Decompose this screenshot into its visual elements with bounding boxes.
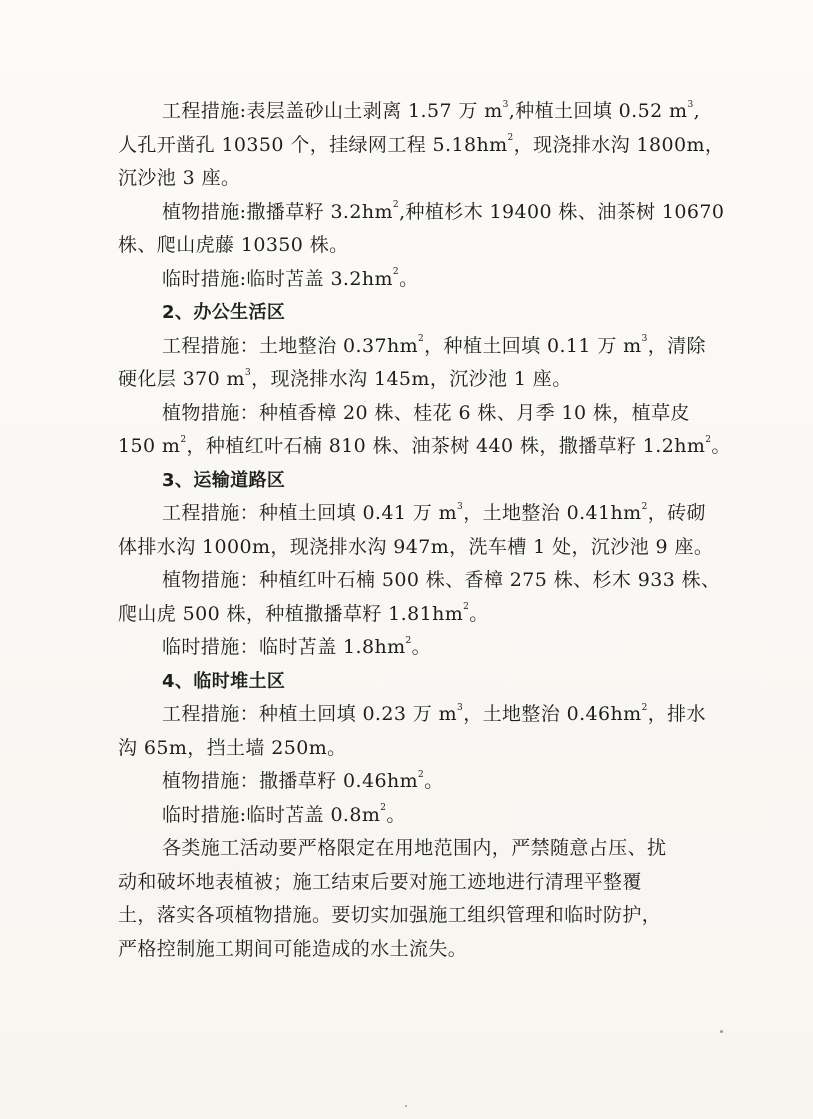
text-line xyxy=(118,263,738,297)
section-heading xyxy=(118,296,738,330)
superscript: 2 xyxy=(705,434,712,445)
text-run: ，种植红叶石楠 810 株、油茶树 440 株，撒播草籽 1.2hm xyxy=(186,435,706,457)
text-run: 4、临时堆土区 xyxy=(162,670,286,692)
text-run: ，清除 xyxy=(647,334,706,357)
text-run: 。 xyxy=(399,267,419,290)
superscript: 3 xyxy=(502,99,509,110)
text-run: 。 xyxy=(411,636,432,658)
text-run: 。 xyxy=(469,602,489,625)
text-run: 各类施工活动要严格限定在用地范围内，严禁随意占压、扰 xyxy=(162,837,667,859)
text-line xyxy=(118,363,738,397)
text-run: 植物措施：种植红叶石楠 500 株、香樟 275 株、杉木 933 株、 xyxy=(162,569,721,591)
superscript: 2 xyxy=(418,769,425,780)
superscript: 2 xyxy=(392,267,400,278)
text-line xyxy=(118,564,738,598)
text-run: 临时措施:临时苫盖 3.2hm xyxy=(162,267,393,290)
text-run: 硬化层 370 m xyxy=(118,368,245,390)
superscript: 2 xyxy=(463,602,470,613)
superscript: 3 xyxy=(457,702,464,713)
text-run: 临时措施:临时苫盖 0.8m xyxy=(162,803,381,826)
text-line xyxy=(118,799,738,833)
text-line xyxy=(118,598,738,632)
text-run: ，种植土回填 0.11 万 m xyxy=(424,334,642,357)
text-run: 3、运输道路区 xyxy=(162,469,286,491)
text-line xyxy=(118,196,738,230)
text-run: 动和破坏地表植被；施工结束后要对施工迹地进行清理平整覆 xyxy=(118,870,642,893)
text-line xyxy=(118,866,738,900)
superscript: 2 xyxy=(180,434,187,445)
text-line xyxy=(118,531,738,565)
text-line xyxy=(118,397,738,431)
scan-speck xyxy=(405,1105,407,1107)
superscript: 2 xyxy=(405,635,412,646)
text-run: 株、爬山虎藤 10350 株。 xyxy=(118,234,349,256)
text-line xyxy=(118,162,738,196)
text-run: 2、办公生活区 xyxy=(162,302,286,323)
text-line xyxy=(118,899,738,933)
superscript: 3 xyxy=(687,99,694,110)
superscript: 2 xyxy=(380,803,387,814)
text-line xyxy=(118,430,738,464)
text-run: 人孔开凿孔 10350 个，挂绿网工程 5.18hm xyxy=(118,133,508,156)
text-line xyxy=(118,732,738,766)
text-run: 150 m xyxy=(118,435,181,457)
section-heading xyxy=(118,464,738,498)
text-run: 。 xyxy=(424,770,444,792)
superscript: 2 xyxy=(641,702,648,713)
text-run: 工程措施：种植土回填 0.41 万 m xyxy=(162,502,458,524)
text-run: 爬山虎 500 株，种植撒播草籽 1.81hm xyxy=(118,602,464,625)
text-run: 工程措施：土地整治 0.37hm xyxy=(162,334,418,357)
text-run: 工程措施:表层盖砂山土剥离 1.57 万 m xyxy=(162,100,503,122)
superscript: 3 xyxy=(641,334,648,345)
scan-speck xyxy=(720,1030,723,1033)
text-line xyxy=(118,933,738,967)
text-run: ，现浇排水沟 145m，沉沙池 1 座。 xyxy=(251,368,572,390)
text-run: ，砖砌 xyxy=(647,502,706,524)
text-run: 严格控制施工期间可能造成的水土流失。 xyxy=(118,937,468,960)
text-line xyxy=(118,698,738,732)
text-line xyxy=(118,95,738,129)
text-run: ,种植杉木 19400 株、油茶树 10670 xyxy=(399,200,725,223)
text-line xyxy=(118,832,738,866)
text-run: , xyxy=(693,100,701,122)
text-run: ,种植土回填 0.52 m xyxy=(508,100,688,122)
text-run: 临时措施：临时苫盖 1.8hm xyxy=(162,636,406,658)
text-run: 。 xyxy=(386,803,406,826)
text-run: 植物措施：撒播草籽 0.46hm xyxy=(162,770,418,792)
text-run: 植物措施：种植香樟 20 株、桂花 6 株、月季 10 株，植草皮 xyxy=(162,401,690,424)
text-run: 沉沙池 3 座。 xyxy=(118,167,241,189)
text-line xyxy=(118,129,738,163)
superscript: 2 xyxy=(392,200,400,211)
text-run: ，土地整治 0.41hm xyxy=(463,502,642,524)
superscript: 3 xyxy=(244,367,252,378)
text-line xyxy=(118,229,738,263)
text-line xyxy=(118,765,738,799)
document-body xyxy=(118,95,738,966)
text-run: 体排水沟 1000m，现浇排水沟 947m，洗车槽 1 处，沉沙池 9 座。 xyxy=(118,535,714,558)
text-run: ，土地整治 0.46hm xyxy=(463,703,642,725)
section-heading xyxy=(118,665,738,699)
text-line xyxy=(118,497,738,531)
text-run: ，现浇排水沟 1800m， xyxy=(513,133,725,156)
text-run: ，排水 xyxy=(647,703,706,725)
text-run: 工程措施：种植土回填 0.23 万 m xyxy=(162,703,458,725)
text-run: 。 xyxy=(711,435,731,457)
text-run: 土，落实各项植物措施。要切实加强施工组织管理和临时防护， xyxy=(118,904,662,926)
superscript: 2 xyxy=(641,501,648,512)
text-run: 沟 65m，挡土墙 250m。 xyxy=(118,736,347,759)
text-line xyxy=(118,330,738,364)
text-run: 植物措施:撒播草籽 3.2hm xyxy=(162,200,393,223)
superscript: 2 xyxy=(418,334,425,345)
superscript: 3 xyxy=(457,501,464,512)
text-line xyxy=(118,631,738,665)
superscript: 2 xyxy=(507,133,514,144)
